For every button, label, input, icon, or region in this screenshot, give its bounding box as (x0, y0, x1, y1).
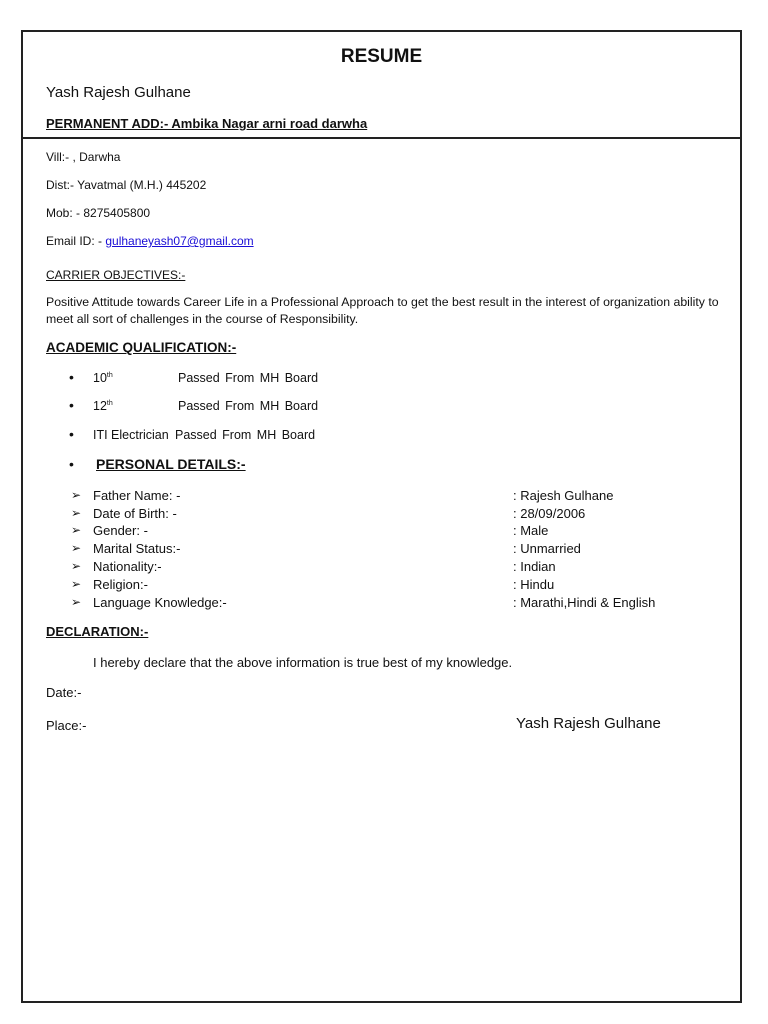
email-label: Email ID: - (46, 234, 106, 248)
objective-heading: CARRIER OBJECTIVES:- (46, 268, 186, 282)
personal-value: : Male (513, 523, 549, 538)
declaration-heading: DECLARATION:- (46, 624, 149, 639)
personal-value: : Marathi,Hindi & English (513, 595, 656, 610)
arrow-bullet-icon: ➢ (71, 506, 82, 520)
personal-label: Marital Status:- (93, 541, 181, 556)
mobile-line: Mob: - 8275405800 (46, 206, 151, 220)
qualification-level: 10th (93, 371, 113, 385)
personal-label: Date of Birth: - (93, 506, 177, 521)
email-link[interactable]: gulhaneyash07@gmail.com (105, 234, 254, 248)
arrow-bullet-icon: ➢ (71, 595, 82, 609)
personal-label: Gender: - (93, 523, 148, 538)
arrow-bullet-icon: ➢ (71, 541, 82, 555)
declaration-text: I hereby declare that the above information is true best of my knowledge. (93, 655, 513, 670)
place-label: Place:- (46, 718, 87, 733)
dist-line: Dist:- Yavatmal (M.H.) 445202 (46, 178, 207, 192)
personal-value: : Unmarried (513, 541, 581, 556)
arrow-bullet-icon: ➢ (71, 488, 82, 502)
personal-value: : Rajesh Gulhane (513, 488, 614, 503)
bullet-icon: • (69, 369, 74, 385)
personal-value: : Hindu (513, 577, 555, 592)
header-divider (21, 137, 742, 139)
page-title: RESUME (340, 46, 423, 67)
email-line (46, 234, 254, 248)
arrow-bullet-icon: ➢ (71, 559, 82, 573)
resume-page (21, 30, 742, 1003)
qualification-result: Passed From MH Board (178, 371, 319, 385)
permanent-address: PERMANENT ADD:- Ambika Nagar arni road darwha (46, 116, 368, 131)
date-label: Date:- (46, 685, 82, 700)
personal-label: Nationality:- (93, 559, 162, 574)
candidate-name: Yash Rajesh Gulhane (46, 84, 191, 101)
bullet-icon: • (69, 426, 74, 442)
qualification-result: Passed From MH Board (178, 399, 319, 413)
arrow-bullet-icon: ➢ (71, 577, 82, 591)
personal-value: : Indian (513, 559, 556, 574)
personal-label: Language Knowledge:- (93, 595, 227, 610)
vill-line: Vill:- , Darwha (46, 150, 121, 164)
bullet-icon: • (69, 456, 74, 472)
personal-heading: PERSONAL DETAILS:- (96, 456, 246, 472)
objective-text: Positive Attitude towards Career Life in a Professional Approach to get the best result in the interest of organization ability to meet all sort of challenges in the course of Responsibility. (46, 295, 719, 326)
arrow-bullet-icon: ➢ (71, 523, 82, 537)
personal-value: : 28/09/2006 (513, 506, 586, 521)
academic-heading: ACADEMIC QUALIFICATION:- (46, 340, 237, 355)
bullet-icon: • (69, 397, 74, 413)
qualification-level: 12th (93, 399, 113, 413)
signature-name: Yash Rajesh Gulhane (516, 715, 661, 732)
qualification-result: Passed From MH Board (175, 428, 316, 442)
qualification-level: ITI Electrician (93, 428, 169, 442)
personal-label: Father Name: - (93, 488, 181, 503)
personal-label: Religion:- (93, 577, 148, 592)
